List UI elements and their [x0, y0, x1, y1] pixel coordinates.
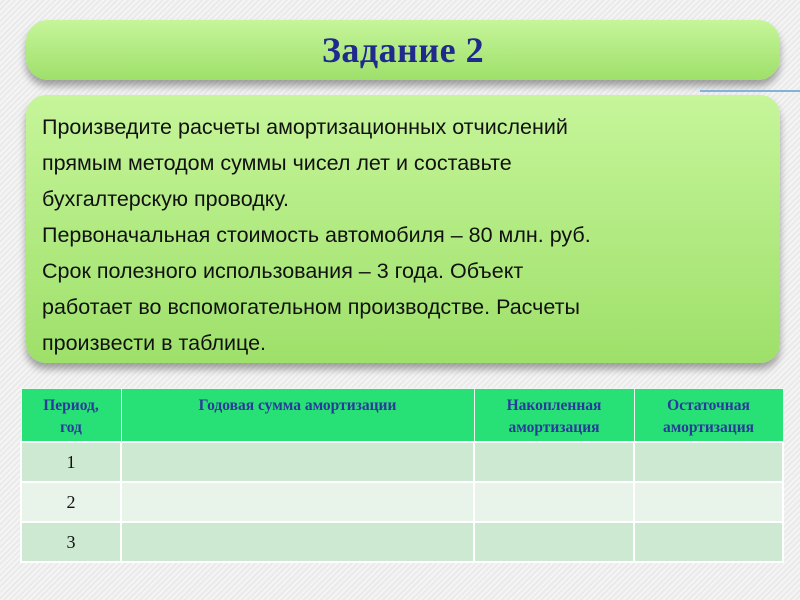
table-row [21, 522, 783, 562]
decorative-rule [700, 90, 800, 92]
table-row [21, 442, 783, 482]
task-line: работает во вспомогательном производстве. Расчеты [42, 295, 580, 319]
cell-period[interactable]: 2 [21, 482, 121, 522]
cell-residual[interactable] [634, 442, 783, 482]
task-line: Срок полезного использования – 3 года. Объект [42, 259, 524, 283]
cell-annual[interactable] [121, 442, 474, 482]
header-accumulated-amortization: Накопленная амортизация [474, 389, 634, 443]
task-line: произвести в таблице. [42, 331, 267, 355]
header-period: Период, год [21, 389, 121, 443]
cell-residual[interactable] [634, 482, 783, 522]
task-text [42, 109, 764, 361]
task-panel [26, 95, 780, 363]
table-header-row [21, 389, 783, 443]
cell-residual[interactable] [634, 522, 783, 562]
table-row [21, 482, 783, 522]
cell-annual[interactable] [121, 522, 474, 562]
task-line: Первоначальная стоимость автомобиля – 80 млн. руб. [42, 223, 591, 247]
task-line: прямым методом суммы чисел лет и составьте [42, 151, 512, 175]
cell-accumulated[interactable] [474, 442, 634, 482]
header-residual-amortization: Остаточная амортизация [634, 389, 783, 443]
amortization-table [20, 388, 784, 563]
cell-annual[interactable] [121, 482, 474, 522]
cell-period[interactable]: 3 [21, 522, 121, 562]
header-annual-amortization: Годовая сумма амортизации [121, 389, 474, 443]
title-banner [26, 20, 780, 80]
cell-period[interactable]: 1 [21, 442, 121, 482]
slide-title: Задание 2 [321, 30, 485, 70]
task-line: Произведите расчеты амортизационных отчислений [42, 115, 568, 139]
task-line: бухгалтерскую проводку. [42, 187, 289, 211]
cell-accumulated[interactable] [474, 482, 634, 522]
cell-accumulated[interactable] [474, 522, 634, 562]
